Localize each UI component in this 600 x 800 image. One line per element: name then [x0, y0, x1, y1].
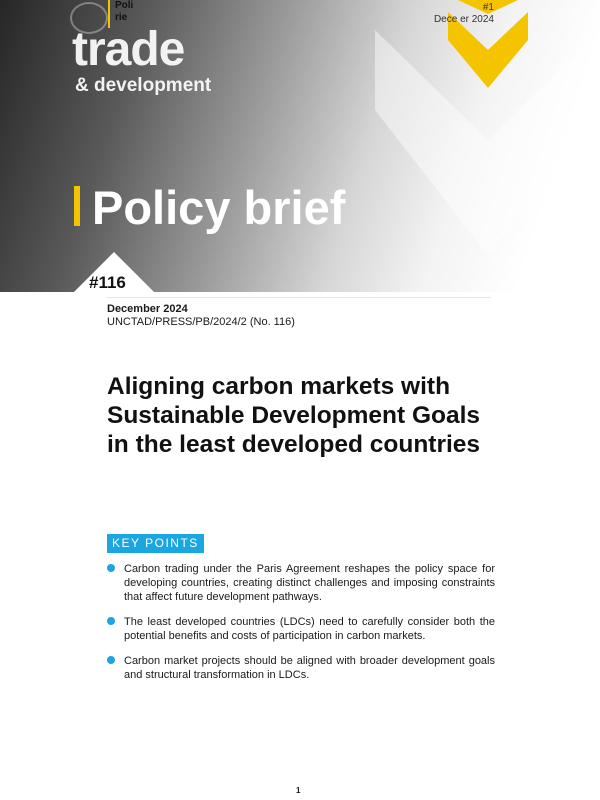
cover-banner	[0, 0, 600, 292]
running-header-date: Dece er 2024	[433, 14, 494, 25]
brand-trade: trade	[72, 23, 185, 76]
running-header	[434, 2, 494, 26]
series-title: Policy brief	[92, 181, 346, 234]
bullet-icon	[107, 656, 115, 664]
key-point-text: Carbon trading under the Paris Agreement reshapes the policy space for developing countries, creating distinct challenges and imposing constraints that affect future development pathways.	[124, 563, 495, 603]
divider	[107, 297, 490, 298]
key-point-item	[107, 562, 495, 604]
bullet-icon	[107, 564, 115, 572]
key-point-item	[107, 615, 495, 643]
key-point-text: The least developed countries (LDCs) need to carefully consider both the potential benefits and costs of participation in carbon markets.	[124, 616, 495, 642]
key-point-item	[107, 654, 495, 682]
brief-number: #116	[89, 273, 126, 292]
key-point-text: Carbon market projects should be aligned with broader development goals and structural transformation in LDCs.	[124, 655, 495, 681]
key-points-label: KEY POINTS	[107, 534, 204, 553]
series-tag-line-2: rie	[115, 12, 128, 23]
key-points-list	[107, 562, 495, 693]
document-symbol: UNCTAD/PRESS/PB/2024/2 (No. 116)	[107, 316, 295, 328]
series-tag-line-1: Poli	[115, 0, 134, 11]
brand-development: & development	[75, 75, 212, 96]
running-header-number: #1	[482, 2, 494, 13]
issue-date: December 2024	[107, 303, 188, 315]
page-number: 1	[296, 786, 301, 795]
yellow-accent-bar	[74, 186, 80, 226]
bullet-icon	[107, 617, 115, 625]
document-title: Aligning carbon markets with Sustainable Development Goals in the least developed countries	[107, 373, 481, 458]
